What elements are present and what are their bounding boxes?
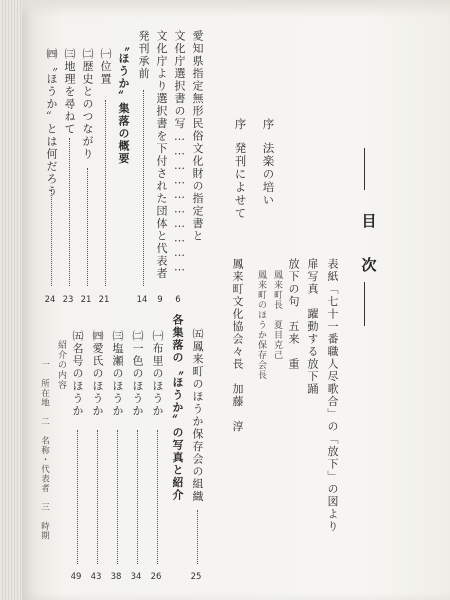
plate-entry-mayor: 鳳来町長 夏目克己 [272,270,282,360]
toc-dots-geography [69,138,70,286]
toc-dots-isshiki [137,430,138,564]
toc-page-26: 26 [150,572,162,582]
toc-dots-history [87,168,88,286]
toc-page-21a: 21 [98,295,110,305]
toc-page-24: 24 [44,295,56,305]
toc-entry-groups: 文化庁より選択書を下付された団体と代表者 [155,30,168,280]
toc-entry-shiose: ㈢塩瀬のほうか [111,330,124,418]
toc-page-23: 23 [62,295,74,305]
toc-note-items: 一 所在地 二 名称・代表者 三 時期 [39,360,50,541]
plate-entry-culture-assoc: 鳳来町文化協会々長 加藤 淳 [231,258,244,433]
toc-entry-preservation-org: ㈤鳳来町のほうか保存会の組織 [191,328,204,503]
title-rule-bottom [364,282,365,326]
toc-dots-what-is-houka [51,190,52,286]
toc-entry-geography: ㈢地理を尋ねて [63,48,76,136]
toc-entry-what-is-houka: ㈣〝ほうか〟とは何だろう [45,48,58,198]
plate-entry-haiku: 放下の句 五来 重 [287,258,300,371]
title-char-2: 次 [361,256,377,274]
toc-page-21b: 21 [80,295,92,305]
toc-page-14: 14 [136,295,148,305]
toc-dots-aiji [97,430,98,564]
jo-text-1: 法楽の培い [261,142,276,207]
toc-page-6: 6 [175,295,181,305]
toc-section-overview: 〝ほうか〟集落の概要 [117,40,130,165]
title-rule-top [364,148,365,190]
toc-page-49: 49 [70,572,82,582]
toc-entry-myogo: ㈤名号のほうか [71,330,84,418]
toc-page-34: 34 [130,572,142,582]
toc-entry-isshiki: ㈡一色のほうか [131,330,144,418]
plate-entry-cover: 表紙「七十一番職人尽歌合」の「放下」の図より [326,258,339,533]
toc-dots-myogo [77,430,78,564]
toc-entry-bunkacho-copy: 文化庁選択書の写………………………… [173,30,186,275]
page-top-shadow [22,0,450,18]
plate-entry-preservation-head: 鳳来町のほうか保存会長 [256,270,266,380]
toc-dots-furi [157,430,158,564]
toc-entry-history: ㈡歴史とのつながり [81,48,94,161]
toc-entry-designation: 愛知県指定無形民俗文化財の指定書と [191,30,204,243]
toc-dots-shiose [117,430,118,564]
toc-page-9: 9 [157,295,163,305]
toc-dots-location [105,100,106,286]
toc-entry-furi: ㈠布里のほうか [151,330,164,418]
toc-entry-location: ㈠位置 [99,48,112,86]
toc-page-38: 38 [110,572,122,582]
title-char-1: 目 [361,212,377,230]
jo-text-2: 発刊によせて [233,142,248,220]
toc-note-contents: 紹介の内容 [56,340,66,390]
toc-entry-preface: 発刊承前 [137,30,150,80]
jo-label-2: 序 [233,118,248,131]
adjacent-page-edge [0,0,22,600]
toc-page-25: 25 [190,572,202,582]
jo-label-1: 序 [261,118,276,131]
toc-section-villages: 各集落の〝ほうか〟の写真と紹介 [171,314,184,502]
toc-entry-aiji: ㈣愛氏のほうか [91,330,104,418]
toc-dots-preservation-org [197,510,198,564]
plate-entry-frontispiece: 扉写真 躍動する放下踊 [306,258,319,396]
toc-dots-preface [143,90,144,286]
toc-page-43: 43 [90,572,102,582]
